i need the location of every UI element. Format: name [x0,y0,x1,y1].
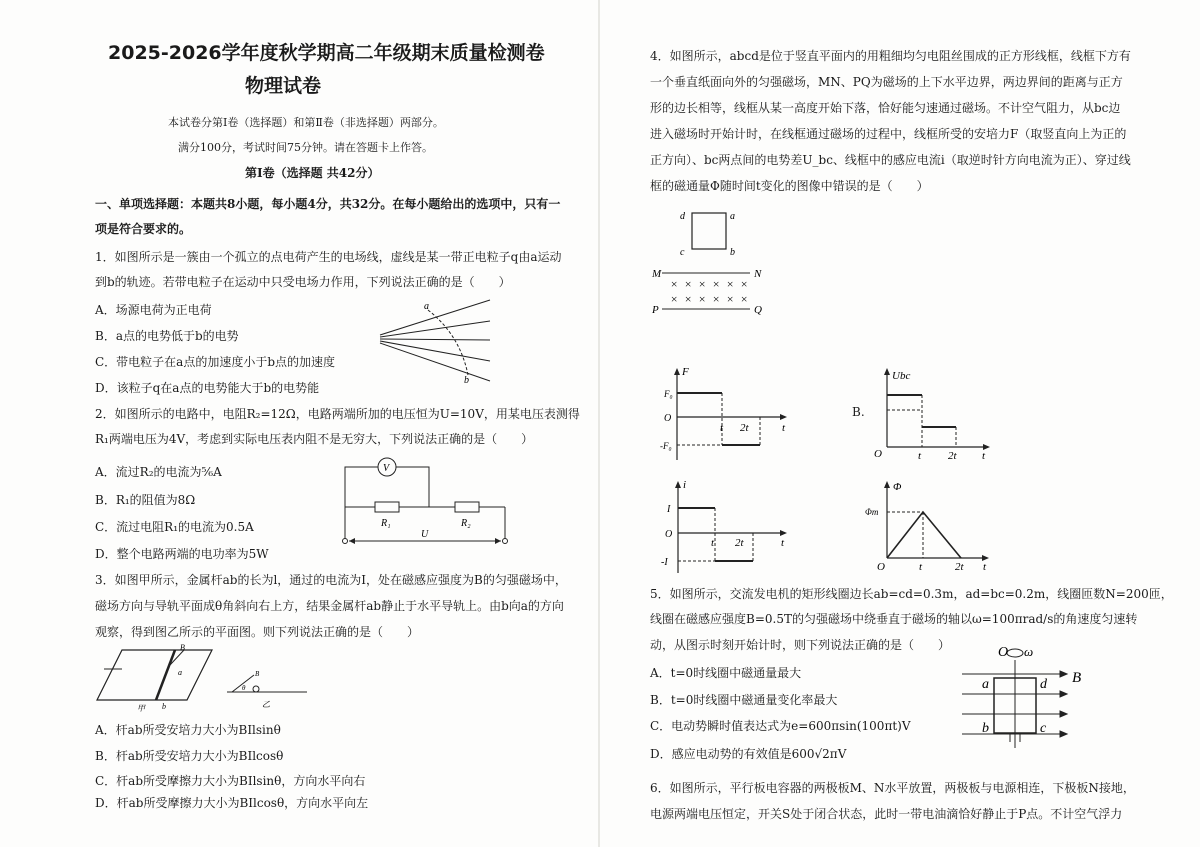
q3-fig2-b-label: B [255,670,260,678]
exam-info-1: 本试卷分第Ⅰ卷（选择题）和第Ⅱ卷（非选择题）两部分。 [168,116,444,129]
q4-d-axis-y: Φ [893,481,902,493]
q4-corner-a: a [730,211,735,222]
q1-stem-2: 到b的轨迹。若带电粒子在运动中只受电场力作用，下列说法正确的是（ ） [95,275,511,289]
q3-stem-2: 磁场方向与导轨平面成θ角斜向右上方，结果金属杆ab静止于水平导轨上。由b向a的方向 [95,599,564,613]
q1-option-c: C．带电粒子在a点的加速度小于b点的加速度 [95,355,336,369]
q4-d-t2: 2t [955,561,964,573]
q4-b-t2: 2t [948,450,957,462]
q5-option-a: A．t=0时线圈中磁通量最大 [650,666,802,680]
q4-boundary-q: Q [754,304,762,316]
q5-option-c: C．电动势瞬时值表达式为e=600πsin(100πt)V [650,719,911,733]
q5-option-b: B．t=0时线圈中磁通量变化率最大 [650,693,838,707]
q3-stem-1: 3．如图甲所示，金属杆ab的长为l，通过的电流为I，处在磁感应强度为B的匀强磁场中， [95,573,567,587]
q2-circuit-figure [345,455,510,550]
q4-c-neg-i: -I [661,557,668,568]
q3-option-b: B．杆ab所受安培力大小为BIlcosθ [95,749,284,763]
q4-d-phim: Φm [865,507,879,517]
q3-stem-3: 观察，得到图乙所示的平面图。则下列说法正确的是（ ） [95,625,420,639]
q4-a-f0: F₀ [664,389,673,399]
q5-stem-2: 线圈在磁感应强度B=0.5T的匀强磁场中绕垂直于磁场的轴以ω=100πrad/s的角速度匀速转 [650,612,1138,626]
q5-corner-c: c [1040,721,1047,736]
q5-field-b: B [1072,670,1082,686]
q5-corner-b: b [982,721,989,736]
q1-field-lines-figure [380,295,490,385]
q5-corner-d: d [1040,677,1047,692]
q3-fig-yi-label: 乙 [262,700,270,709]
q2-option-c: C．流过电阻R₁的电流为0.5A [95,520,254,534]
q4-a-origin: O [664,413,672,424]
part-heading: 第Ⅰ卷（选择题 共42分） [245,166,380,180]
q3-option-c: C．杆ab所受摩擦力大小为BIlsinθ，方向水平向右 [95,774,366,788]
q2-r2-label: R₂ [461,518,471,529]
q4-d-t1: t [919,561,923,573]
q4-stem-2: 一个垂直纸面向外的匀强磁场，MN、PQ为磁场的上下水平边界，两边界间的距离与正方 [650,75,1123,89]
q5-omega: ω [1024,644,1034,659]
q6-stem-1: 6．如图所示，平行板电容器的两极板M、N水平放置，两极板与电源相连，下极板N接地， [650,781,1135,795]
q4-graph-b-label: B. [852,405,865,419]
q2-option-b: B．R₁的阻值为8Ω [95,493,196,507]
q4-d-axis-x: t [983,561,987,573]
q5-stem-3: 动，从图示时刻开始计时，则下列说法正确的是（ ） [650,638,951,652]
q2-stem-2: R₁两端电压为4V，考虑到实际电压表内阻不是无穷大，下列说法正确的是（ ） [95,432,534,446]
q4-c-origin: O [665,529,673,540]
svg-text:×: × [726,277,735,291]
q4-c-axis-x: t [781,537,785,549]
q1-option-a: A．场源电荷为正电荷 [95,303,212,317]
q3-rod-b-label: b [162,702,166,711]
q4-a-axis-x: t [782,422,786,434]
svg-text:×: × [684,277,693,291]
q4-graph-c [655,478,805,578]
section-heading-2: 项是符合要求的。 [95,222,192,236]
q1-point-a-label: a [424,301,429,312]
svg-text:×: × [698,292,707,306]
q4-stem-1: 4．如图所示，abcd是位于竖直平面内的用粗细均匀电阻丝围成的正方形线框，线框下方有 [650,49,1131,63]
q4-c-t1: t [711,537,715,549]
q4-corner-c: c [680,247,685,258]
q4-stem-6: 框的磁通量Φ随时间t变化的图像中错误的是（ ） [650,179,929,193]
svg-text:×: × [698,277,707,291]
svg-text:×: × [684,292,693,306]
q4-graph-a [650,365,800,465]
q3-b-field-label: B [180,643,185,652]
q5-option-d: D．感应电动势的有效值是600√2πV [650,747,847,761]
q2-u-label: U [421,529,429,540]
q4-a-t1: t [720,422,724,434]
q3-rod-a-label: a [178,668,182,677]
q4-stem-4: 进入磁场时开始计时，在线框通过磁场的过程中，线框所受的安培力F（取竖直向上为正的 [650,127,1127,141]
q1-point-b-label: b [464,375,469,386]
q4-graph-d [865,478,1000,578]
q4-a-neg-f0: -F₀ [660,441,672,451]
q2-option-a: A．流过R₂的电流为⅚A [95,465,222,479]
q4-boundary-n: N [754,268,762,280]
q4-a-t2: 2t [740,422,749,434]
svg-text:×: × [712,292,721,306]
q4-b-axis-x: t [982,450,986,462]
q1-option-d: D．该粒子q在a点的电势能大于b的电势能 [95,381,320,395]
q4-c-t2: 2t [735,537,744,549]
exam-subject: 物理试卷 [245,75,322,97]
q1-stem-1: 1．如图所示是一簇由一个孤立的点电荷产生的电场线，虚线是某一带正电粒子q由a运动 [95,250,562,264]
q4-c-axis-y: i [683,479,687,491]
svg-text:×: × [740,292,749,306]
q2-option-d: D．整个电路两端的电功率为5W [95,547,269,561]
q4-frame-field-figure [650,205,780,320]
q5-corner-a: a [982,677,989,692]
exam-title: 2025-2026学年度秋学期高二年级期末质量检测卷 [108,42,545,64]
q3-rail-figure [92,643,322,713]
q4-b-axis-y: Ubc [892,370,911,382]
svg-text:×: × [712,277,721,291]
q2-r1-label: R₁ [381,518,391,529]
q4-corner-b: b [730,247,735,258]
q4-b-origin: O [874,448,882,460]
right-page [600,0,1200,847]
q3-fig-jia-label: 甲 [137,704,145,713]
q4-stem-3: 形的边长相等，线框从某一高度开始下落，恰好能匀速通过磁场。不计空气阻力，从bc边 [650,101,1121,115]
q4-a-axis-y: F [682,366,689,378]
q4-d-origin: O [877,561,885,573]
q1-option-b: B．a点的电势低于b的电势 [95,329,239,343]
q3-option-d: D．杆ab所受摩擦力大小为BIlcosθ，方向水平向左 [95,796,369,810]
exam-info-2: 满分100分，考试时间75分钟。请在答题卡上作答。 [178,141,433,154]
q3-option-a: A．杆ab所受安培力大小为BIlsinθ [95,723,281,737]
q5-stem-1: 5．如图所示，交流发电机的矩形线圈边长ab=cd=0.3m，ad=bc=0.2m，线圈匝数N=200匝， [650,587,1173,601]
svg-text:×: × [670,292,679,306]
q4-b-t1: t [918,450,922,462]
q4-boundary-p: P [652,304,659,316]
q4-c-i: I [667,504,671,515]
q2-stem-1: 2．如图所示的电路中，电阻R₂=12Ω，电路两端所加的电压恒为U=10V，用某电压表测得 [95,407,580,421]
section-heading-1: 一、单项选择题：本题共8小题，每小题4分，共32分。在每小题给出的选项中，只有一 [95,197,561,211]
q4-stem-5: 正方向）、bc两点间的电势差U_bc、线框中的感应电流i（取逆时针方向电流为正）、穿过线 [650,153,1131,167]
q4-graph-b [874,365,1000,465]
svg-text:×: × [726,292,735,306]
q4-corner-d: d [680,211,685,222]
q5-generator-figure [960,638,1100,748]
q4-field-cross: × [670,277,679,291]
svg-text:×: × [740,277,749,291]
q2-voltmeter-label: V [383,463,390,474]
q3-theta-label: θ [242,684,246,692]
q4-boundary-m: M [652,268,662,280]
q5-axis-o: O [998,645,1009,660]
q6-stem-2: 电源两端电压恒定，开关S处于闭合状态，此时一带电油滴恰好静止于P点。不计空气浮力 [650,807,1123,821]
